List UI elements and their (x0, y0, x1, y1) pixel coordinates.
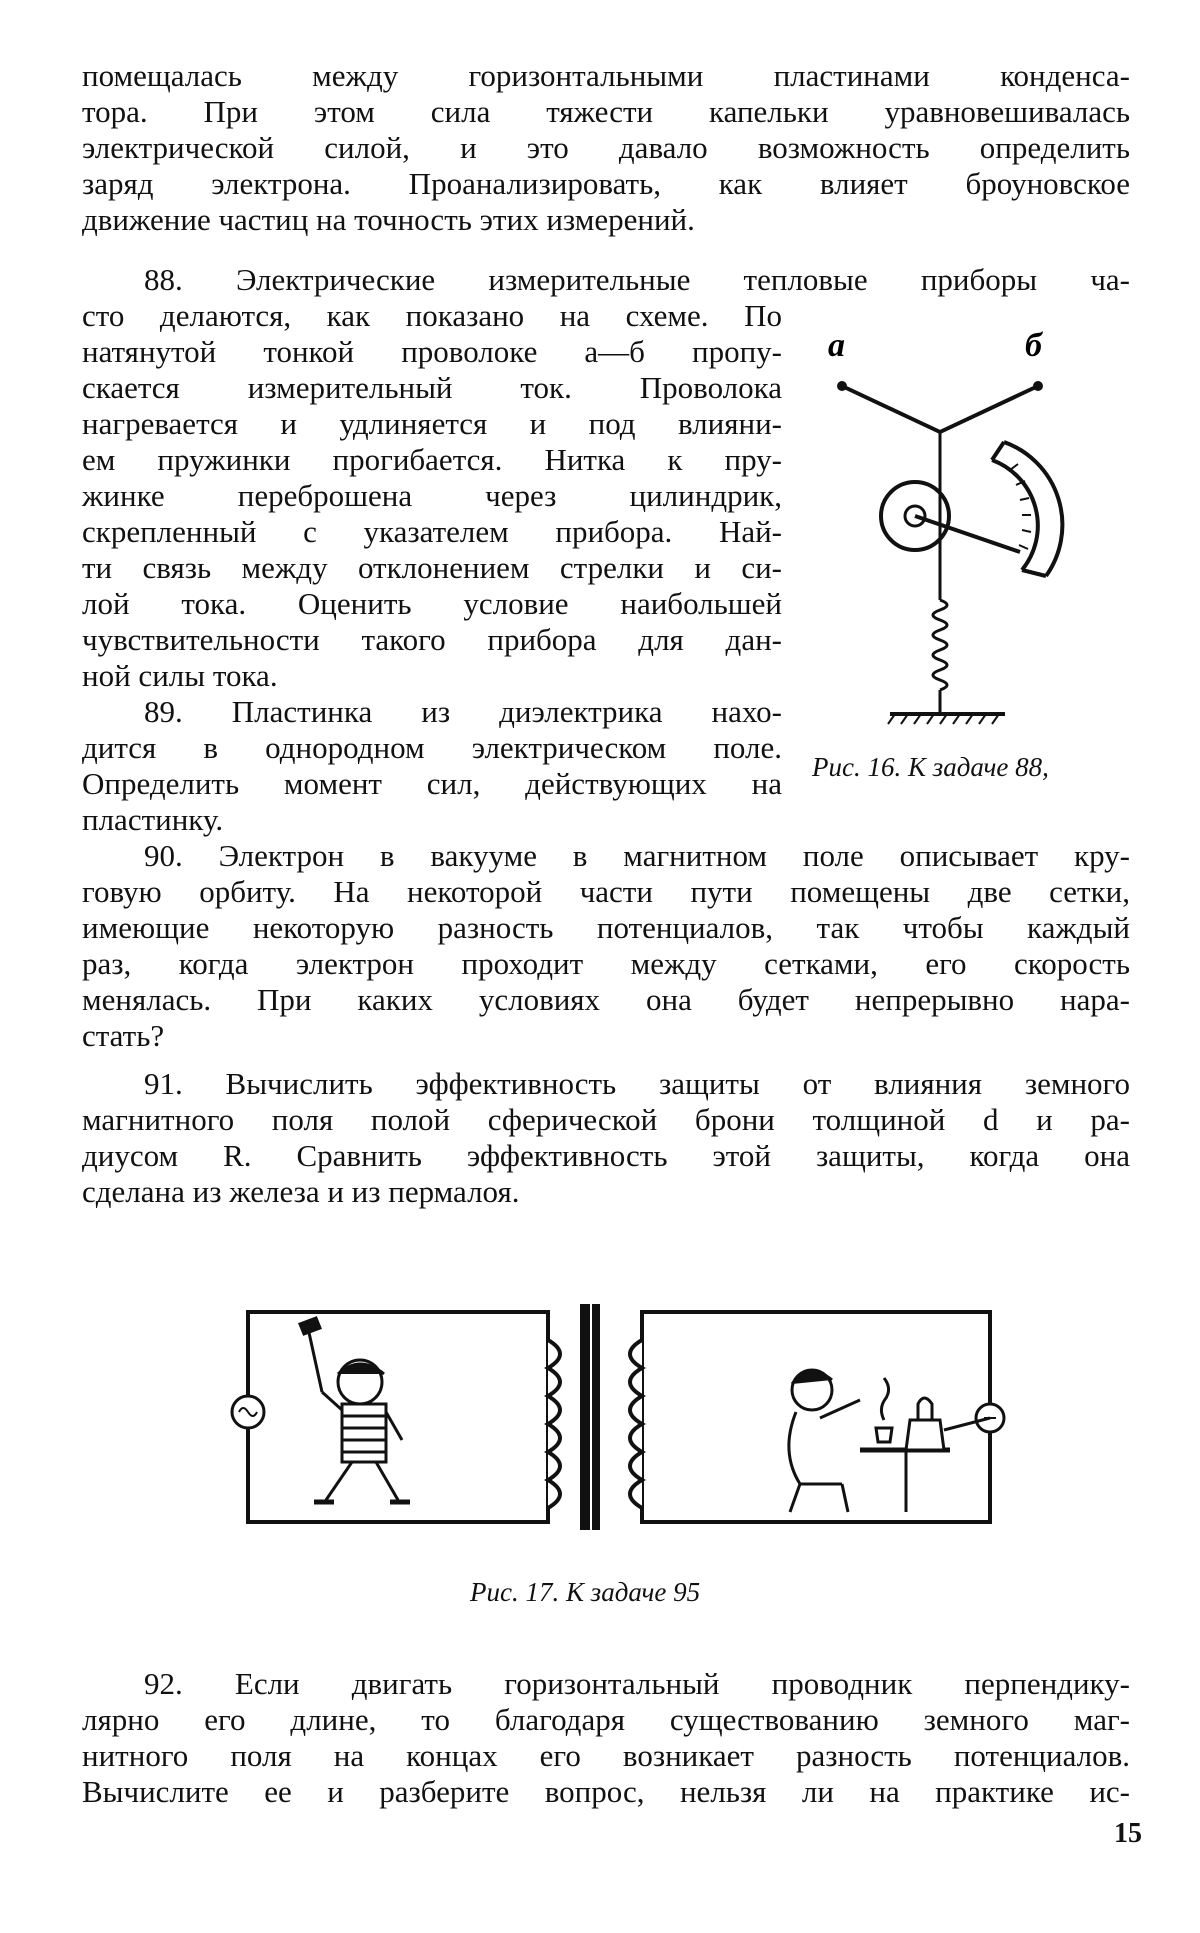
text-line: менялась. При каких условиях она будет непрерывно нара- (82, 982, 1130, 1017)
text-line: лярно его длине, то благодаря существованию земного маг- (82, 1702, 1130, 1737)
text-line: ем пружинки прогибается. Нитка к пру- (82, 442, 782, 477)
text-line: 89. Пластинка из диэлектрика нахо- (144, 694, 782, 729)
text-line: чувствительности такого прибора для дан- (82, 622, 782, 657)
paragraph-continuation (82, 58, 1130, 238)
text-line: тора. При этом сила тяжести капельки уравновешивалась (82, 94, 1130, 129)
text-line: Определить момент сил, действующих на (82, 766, 782, 801)
problem-89 (82, 694, 782, 838)
spring (933, 600, 947, 690)
text-line: 88. Электрические измерительные тепловые приборы ча- (144, 262, 1130, 297)
text-line: электрической силой, и это давало возможность определить (82, 130, 1130, 165)
text-line: диусом R. Сравнить эффективность этой защиты, когда она (82, 1138, 1130, 1173)
text-line: сделана из железа и из пермалоя. (82, 1174, 520, 1209)
man-with-hammer-icon (300, 1318, 410, 1502)
text-line: дится в однородном электрическом поле. (82, 730, 782, 765)
text-line: магнитного поля полой сферической брони толщиной d и ра- (82, 1102, 1130, 1137)
problem-88-body (82, 298, 782, 694)
label-a: а (828, 327, 845, 364)
text-line: скрепленный с указателем прибора. Най- (82, 514, 782, 549)
text-line: скается измерительный ток. Проволока (82, 370, 782, 405)
primary-coil (548, 1340, 560, 1508)
secondary-coil (630, 1340, 642, 1508)
text-line: натянутой тонкой проволоке а—б пропу- (82, 334, 782, 369)
text-line: Вычислите ее и разберите вопрос, нельзя ли на практике ис- (82, 1774, 1130, 1809)
secondary-circuit (642, 1312, 990, 1522)
figure-16-thermal-instrument (800, 320, 1100, 740)
text-line: раз, когда электрон проходит между сетками, его скорость (82, 946, 1130, 981)
text-line: имеющие некоторую разность потенциалов, так чтобы каждый (82, 910, 1130, 945)
text-line: лой тока. Оценить условие наибольшей (82, 586, 782, 621)
figure-17-transformer-cartoon (230, 1300, 1010, 1540)
transformer-core (580, 1304, 590, 1530)
text-line: 91. Вычислить эффективность защиты от влияния земного (144, 1066, 1130, 1101)
text-line: пластинку. (82, 802, 224, 837)
figure-17-caption: Рис. 17. К задаче 95 (470, 1577, 701, 1607)
figure-16-caption: Рис. 16. К задаче 88, (812, 752, 1049, 782)
problem-88-first-line (82, 262, 1130, 298)
text-line: сто делаются, как показано на схеме. По (82, 298, 782, 333)
terminal-b (1033, 381, 1043, 391)
text-line: 90. Электрон в вакууме в магнитном поле описывает кру- (144, 838, 1130, 873)
text-line: движение частиц на точность этих измерений. (82, 202, 695, 237)
label-b: б (1025, 327, 1042, 364)
text-line: заряд электрона. Проанализировать, как влияет броуновское (82, 166, 1130, 201)
text-line: жинке переброшена через цилиндрик, (82, 478, 782, 513)
text-line: нитного поля на концах его возникает разность потенциалов. (82, 1738, 1130, 1773)
text-line: помещалась между горизонтальными пластинами конденса- (82, 58, 1130, 93)
text-line: ти связь между отклонением стрелки и си- (82, 550, 782, 585)
primary-circuit (248, 1312, 548, 1522)
text-line: говую орбиту. На некоторой части пути помещены две сетки, (82, 874, 1130, 909)
wire-a (842, 386, 940, 432)
problem-90 (82, 838, 1130, 1054)
man-at-table-icon (789, 1370, 990, 1512)
text-line: ной силы тока. (82, 658, 278, 693)
text-line: 92. Если двигать горизонтальный проводник перпендику- (144, 1666, 1130, 1701)
wire-b (940, 386, 1038, 432)
problem-92 (82, 1666, 1130, 1810)
text-line: нагревается и удлиняется и под влияни- (82, 406, 782, 441)
problem-91 (82, 1066, 1130, 1210)
page-number: 15 (1114, 1818, 1142, 1849)
terminal-a (837, 381, 847, 391)
text-line: стать? (82, 1018, 165, 1053)
